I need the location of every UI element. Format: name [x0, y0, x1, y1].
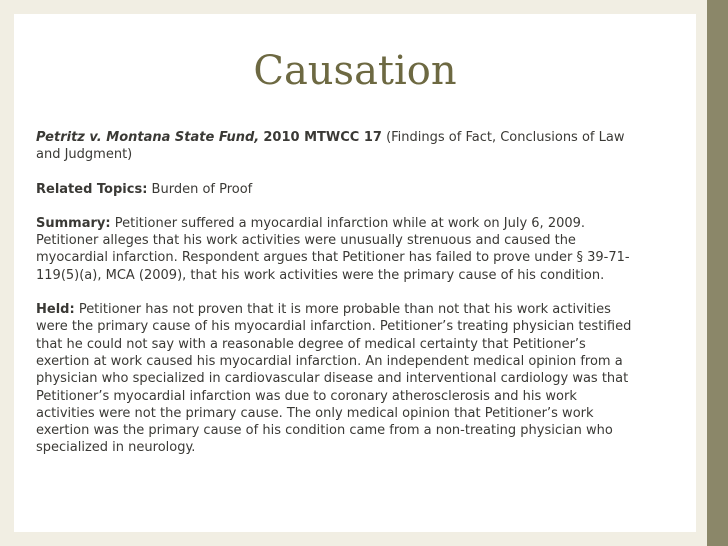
case-paragraph: [36, 129, 636, 164]
held-label: Held:: [36, 302, 75, 318]
frame-bottom: [0, 532, 728, 546]
related-topics-paragraph: [36, 181, 636, 198]
slide-title: Causation: [253, 48, 457, 94]
case-name: Petritz v. Montana State Fund,: [36, 130, 260, 145]
held-text: Petitioner has not proven that it is more probable than not that his work activities were the primary cause of his myocardial infarction. Petitioner’s treating physician testified that he could not say with a reasonable degree of medical certainty that Petitioner’s exertion at work caused his myocardial infarction. An independent medical opinion from a physician who specialized in cardiovascular disease and interventional cardiology was that Petitioner’s myocardial infarction was due to coronary atherosclerosis and his work activities were not the primary cause. The only medical opinion that Petitioner’s work exertion was the primary cause of his condition came from a non-treating physician who specialized in neurology.: [36, 302, 632, 456]
summary-text: Petitioner suffered a myocardial infarction while at work on July 6, 2009. Petitioner alleges that his work activities were unusually strenuous and caused the myocardial infarction. Respondent argues that Petitioner has failed to prove under § 39-71-119(5)(a), MCA (2009), that his work activities were the primary cause of his condition.: [36, 215, 630, 283]
case-citation: 2010 MTWCC 17: [263, 130, 382, 145]
summary-label: Summary:: [36, 215, 111, 231]
held-paragraph: [36, 301, 636, 457]
summary-paragraph: [36, 215, 636, 284]
slide-body: [36, 129, 636, 474]
related-topics-label: Related Topics:: [36, 181, 148, 197]
frame-left: [0, 0, 14, 546]
frame-right-inner: [696, 0, 707, 546]
related-topics-value: Burden of Proof: [151, 181, 253, 197]
accent-band: [707, 0, 728, 546]
frame-top: [0, 0, 728, 14]
case-description: (Findings of Fact, Conclusions of Law and Judgment): [36, 130, 625, 163]
